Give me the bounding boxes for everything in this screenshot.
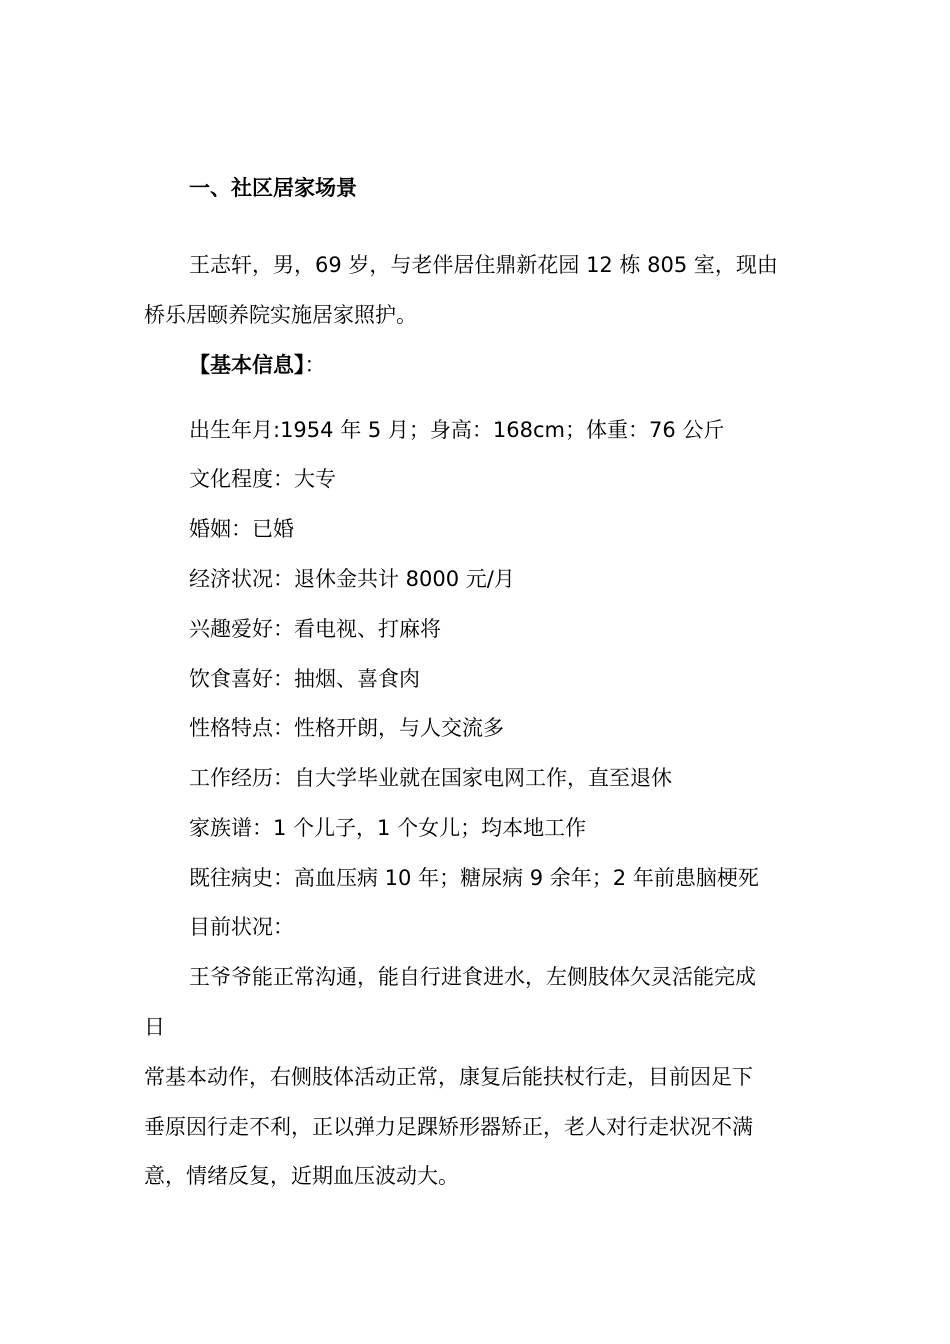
section-heading: 一、社区居家场景	[189, 176, 357, 200]
intro-line-2: 桥乐居颐养院实施居家照护。	[144, 303, 417, 327]
field-family: 家族谱：1 个儿子，1 个女儿；均本地工作	[189, 816, 587, 840]
basic-info-heading-row	[189, 351, 326, 379]
status-line-4: 垂原因行走不利，正以弹力足踝矫形器矫正，老人对行走状况不满	[144, 1115, 753, 1139]
field-work-history: 工作经历：自大学毕业就在国家电网工作，直至退休	[189, 766, 672, 790]
status-line-3: 常基本动作，右侧肢体活动正常，康复后能扶杖行走，目前因足下	[144, 1065, 753, 1089]
status-line-5: 意，情绪反复，近期血压波动大。	[144, 1164, 459, 1188]
field-birth-height-weight: 出生年月:1954 年 5 月；身高：168cm；体重：76 公斤	[189, 418, 725, 442]
field-current-status-label: 目前状况：	[189, 915, 294, 939]
field-economy: 经济状况：退休金共计 8000 元/月	[189, 567, 515, 591]
field-marriage: 婚姻：已婚	[189, 517, 294, 541]
basic-info-colon: ：	[304, 353, 326, 377]
field-medical-history: 既往病史：高血压病 10 年；糖尿病 9 余年；2 年前患脑梗死	[189, 866, 759, 890]
status-line-2: 日	[144, 1015, 165, 1039]
status-line-1: 王爷爷能正常沟通，能自行进食进水，左侧肢体欠灵活能完成	[189, 965, 756, 989]
field-education: 文化程度：大专	[189, 467, 336, 491]
field-diet: 饮食喜好：抽烟、喜食肉	[189, 667, 420, 691]
basic-info-heading: 【基本信息】	[189, 353, 305, 377]
field-personality: 性格特点：性格开朗，与人交流多	[189, 716, 504, 740]
field-hobbies: 兴趣爱好：看电视、打麻将	[189, 617, 441, 641]
intro-line-1: 王志轩，男，69 岁，与老伴居住鼎新花园 12 栋 805 室，现由	[189, 253, 778, 277]
